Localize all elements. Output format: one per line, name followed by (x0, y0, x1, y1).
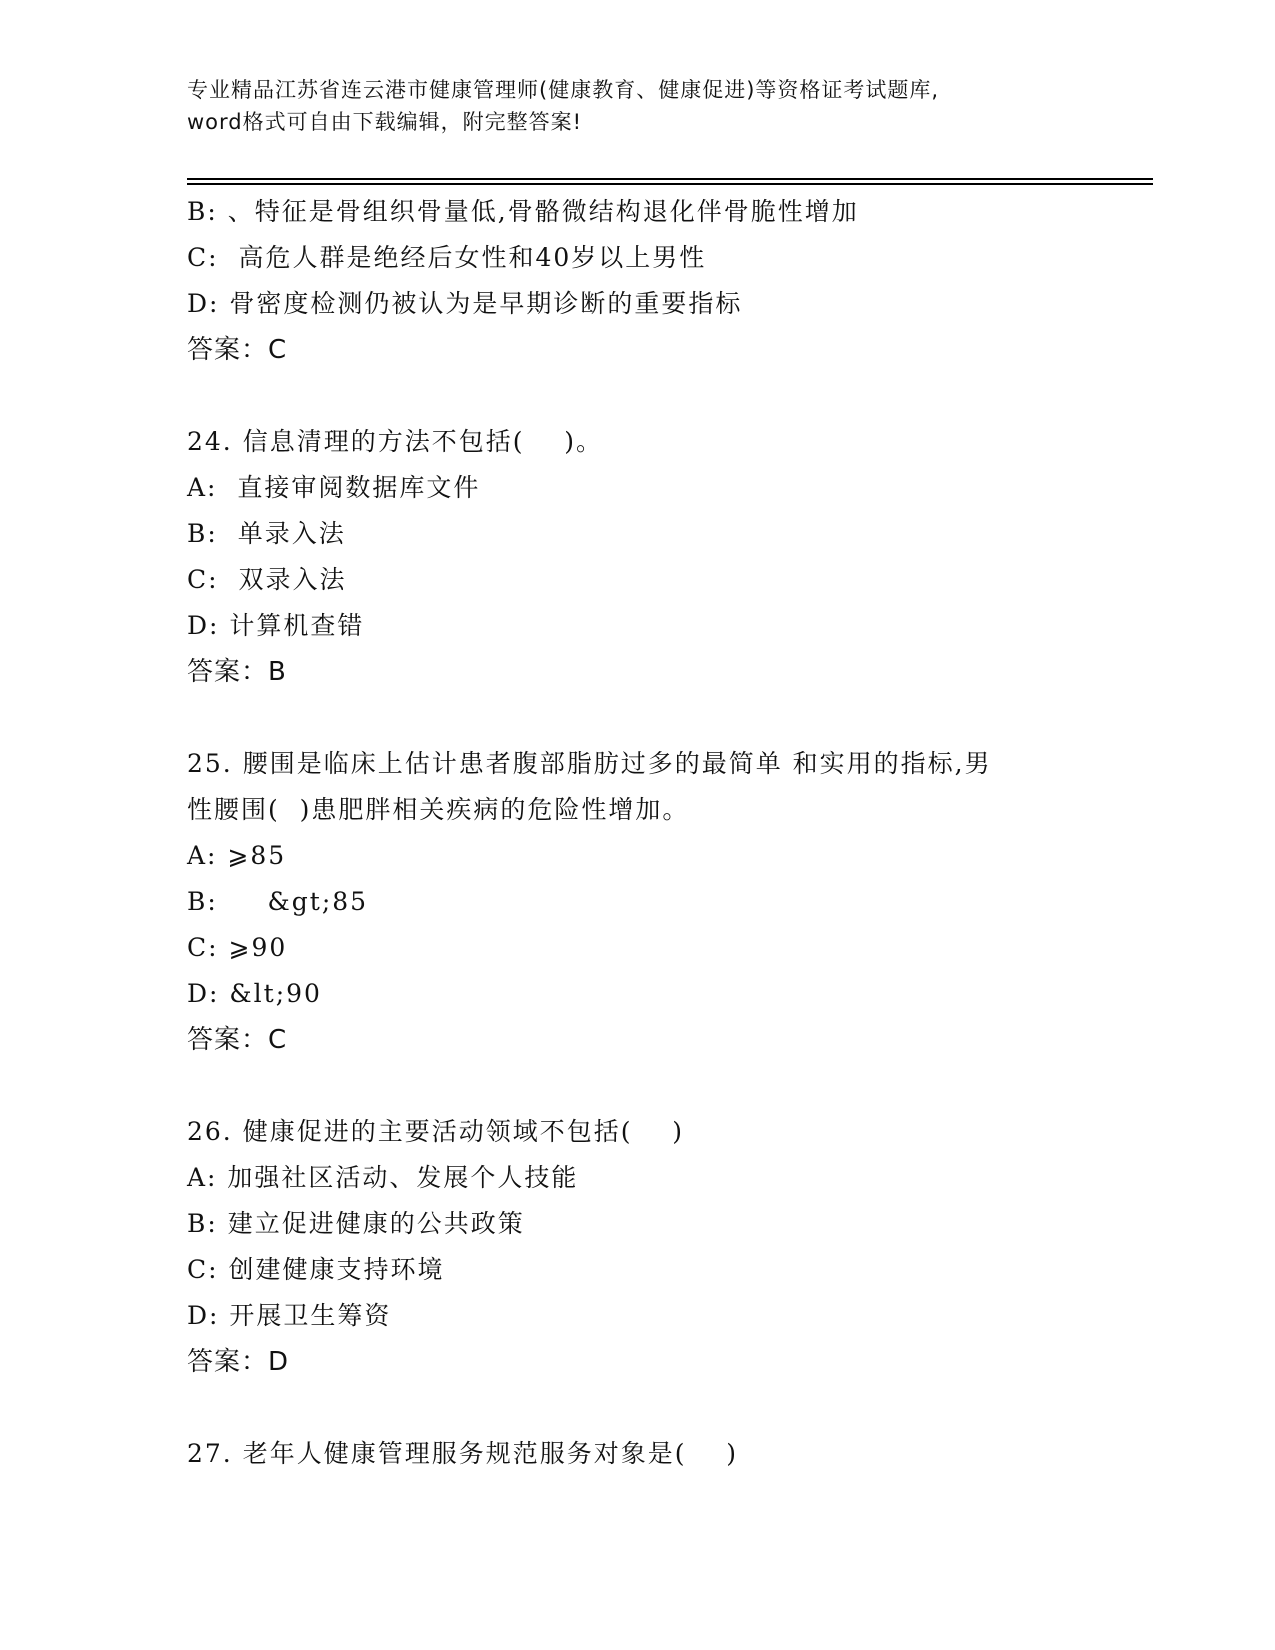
option-c: C: 双录入法 (187, 565, 347, 594)
header-divider-bottom (187, 183, 1153, 185)
question-24 (187, 419, 1153, 695)
option-c: C: ⩾90 (187, 933, 288, 962)
question-23-fragment (187, 189, 1153, 373)
question-stem-line-1: 25. 腰围是临床上估计患者腹部脂肪过多的最简单 和实用的指标,男 (187, 749, 992, 778)
question-list (187, 189, 1153, 1477)
question-27 (187, 1431, 1153, 1477)
option-a: A: 加强社区活动、发展个人技能 (187, 1163, 579, 1192)
answer: 答案：B (187, 657, 287, 687)
question-25 (187, 741, 1153, 1063)
header-line-1: 专业精品江苏省连云港市健康管理师(健康教育、健康促进)等资格证考试题库, (187, 78, 940, 102)
document-header (187, 74, 1087, 138)
option-b: B: 、特征是骨组织骨量低,骨骼微结构退化伴骨脆性增加 (187, 197, 859, 226)
option-a: A: 直接审阅数据库文件 (187, 473, 481, 502)
answer: 答案：C (187, 335, 288, 365)
question-stem: 27. 老年人健康管理服务规范服务对象是( ) (187, 1439, 739, 1468)
answer: 答案：D (187, 1347, 290, 1377)
option-b: B: 单录入法 (187, 519, 346, 548)
header-divider-top (187, 178, 1153, 180)
option-d: D: 计算机查错 (187, 611, 365, 640)
option-d: D: 骨密度检测仍被认为是早期诊断的重要指标 (187, 289, 743, 318)
question-26 (187, 1109, 1153, 1385)
question-stem-line-2: 性腰围( )患肥胖相关疾病的危险性增加。 (187, 795, 690, 824)
question-stem: 24. 信息清理的方法不包括( )。 (187, 427, 604, 456)
option-a: A: ⩾85 (187, 841, 287, 870)
answer: 答案：C (187, 1025, 288, 1055)
header-line-2: word格式可自由下载编辑，附完整答案! (187, 110, 583, 134)
option-c: C: 创建健康支持环境 (187, 1255, 445, 1284)
option-d: D: &lt;90 (187, 979, 322, 1008)
option-b: B: 建立促进健康的公共政策 (187, 1209, 525, 1238)
option-c: C: 高危人群是绝经后女性和40岁以上男性 (187, 243, 707, 272)
question-stem: 26. 健康促进的主要活动领域不包括( ) (187, 1117, 685, 1146)
option-b: B: &gt;85 (187, 887, 369, 916)
option-d: D: 开展卫生筹资 (187, 1301, 392, 1330)
